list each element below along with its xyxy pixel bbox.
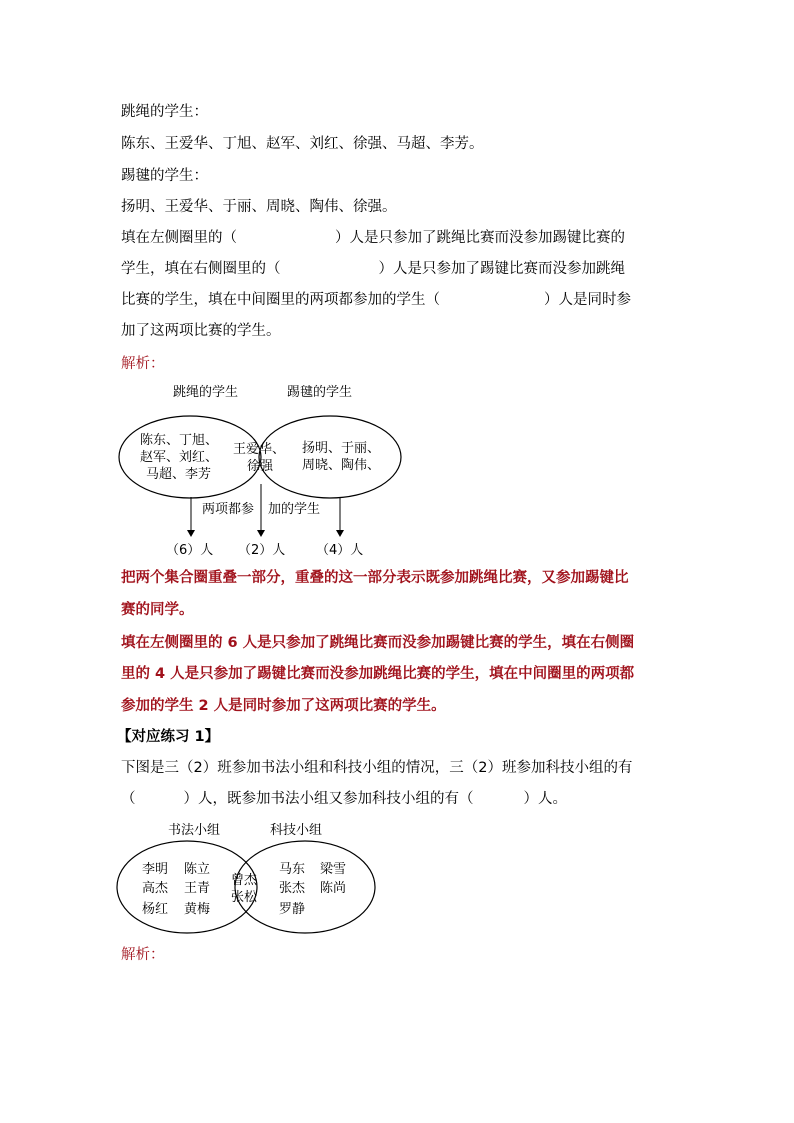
venn1-left-name-3: 马超、李芳 xyxy=(146,467,212,482)
venn1-right-title: 踢毽的学生 xyxy=(287,385,353,400)
venn1-middle-name-1: 王爱华、 xyxy=(233,442,286,457)
arrow-label-a: 两项都参 xyxy=(202,502,255,517)
count-middle: （2）人 xyxy=(238,543,286,558)
shuttlecock-names: 扬明、王爱华、于丽、周晓、陶伟、徐强。 xyxy=(121,199,397,215)
fill-line-2-a: 学生，填在右侧圈里的（ xyxy=(121,261,281,277)
jump-rope-label: 跳绳的学生： xyxy=(121,104,208,120)
venn1-left-title: 跳绳的学生 xyxy=(173,385,239,400)
venn2-left-title: 书法小组 xyxy=(168,823,221,838)
venn2-right-name-4: 陈尚 xyxy=(320,881,347,896)
practice-heading: 【对应练习 1】 xyxy=(117,729,220,745)
venn2-left-name-2: 陈立 xyxy=(184,862,211,877)
venn1-right-name-2: 周晓、陶伟、 xyxy=(302,458,381,473)
analysis-label-1: 解析： xyxy=(121,356,165,372)
explain2-line-3: 参加的学生 2 人是同时参加了这两项比赛的学生。 xyxy=(121,698,446,714)
fill-line-1-a: 填在左侧圈里的（ xyxy=(121,230,237,246)
venn2-right-name-3: 张杰 xyxy=(279,881,306,896)
venn1-left-name-2: 赵军、刘红、 xyxy=(140,450,219,465)
venn2-left-name-3: 高杰 xyxy=(142,881,169,896)
explain1-line-2: 赛的同学。 xyxy=(121,602,194,618)
fill-line-2-b: ）人是只参加了踢键比赛而没参加跳绳 xyxy=(378,261,625,277)
count-right: （4）人 xyxy=(316,543,364,558)
explain2-line-1: 填在左侧圈里的 6 人是只参加了跳绳比赛而没参加踢键比赛的学生，填在右侧圈 xyxy=(121,635,635,651)
venn1-middle-name-2: 徐强 xyxy=(247,459,274,474)
venn2-right-name-1: 马东 xyxy=(279,862,306,877)
venn2-right-name-5: 罗静 xyxy=(279,902,306,917)
explain2-line-2: 里的 4 人是只参加了踢键比赛而没参加跳绳比赛的学生，填在中间圈里的两项都 xyxy=(121,666,635,682)
practice-line-2-a: （ xyxy=(121,791,136,807)
venn1-left-name-1: 陈东、丁旭、 xyxy=(140,433,219,448)
arrow-label-b: 加的学生 xyxy=(268,502,321,517)
venn2-left-name-6: 黄梅 xyxy=(184,902,211,917)
venn2-left-name-4: 王青 xyxy=(184,881,211,896)
fill-line-1-b: ）人是只参加了跳绳比赛而没参加踢键比赛的 xyxy=(335,230,625,246)
venn2-middle-name-1: 曾杰 xyxy=(231,873,258,888)
jump-rope-names: 陈东、王爱华、丁旭、赵军、刘红、徐强、马超、李芳。 xyxy=(121,136,484,152)
venn2-right-title: 科技小组 xyxy=(270,823,323,838)
fill-line-3-a: 比赛的学生，填在中间圈里的两项都参加的学生（ xyxy=(121,292,440,308)
venn2-right-name-2: 梁雪 xyxy=(320,862,347,877)
venn2-middle-name-2: 张松 xyxy=(231,890,258,905)
venn2-left-name-5: 杨红 xyxy=(142,902,169,917)
count-left: （6）人 xyxy=(166,543,214,558)
practice-line-1: 下图是三（2）班参加书法小组和科技小组的情况，三（2）班参加科技小组的有 xyxy=(121,760,633,776)
explain1-line-1: 把两个集合圈重叠一部分，重叠的这一部分表示既参加跳绳比赛，又参加踢键比 xyxy=(121,570,629,586)
fill-line-4: 加了这两项比赛的学生。 xyxy=(121,323,281,339)
shuttlecock-label: 踢毽的学生： xyxy=(121,168,208,184)
venn1-right-name-1: 扬明、于丽、 xyxy=(302,441,381,456)
analysis-label-2: 解析： xyxy=(121,947,165,963)
practice-line-2-c: ）人。 xyxy=(523,791,567,807)
practice-line-2-b: ）人，既参加书法小组又参加科技小组的有（ xyxy=(183,791,474,807)
venn2-left-name-1: 李明 xyxy=(142,862,169,877)
fill-line-3-b: ）人是同时参 xyxy=(544,292,631,308)
